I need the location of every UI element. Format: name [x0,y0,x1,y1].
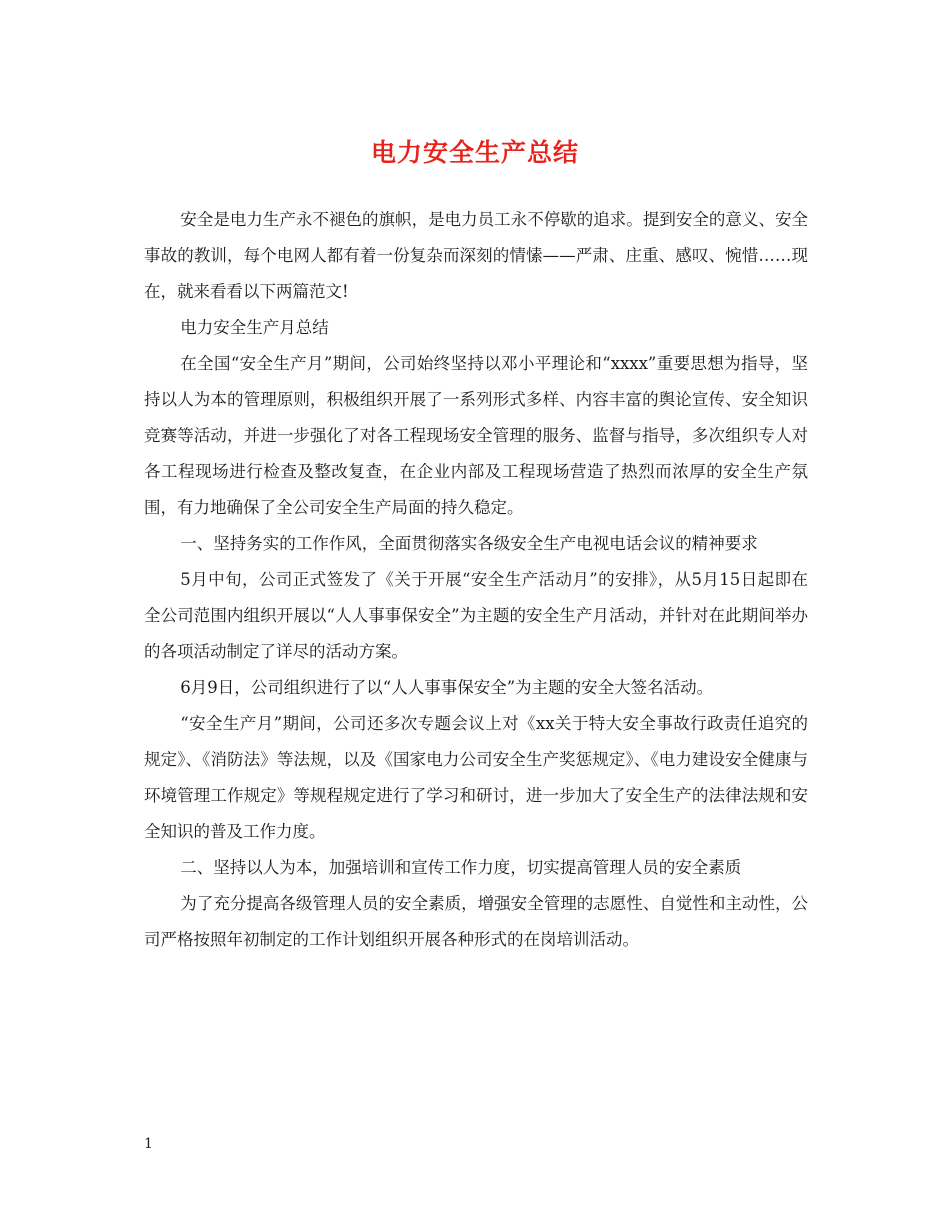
paragraph-section-2-training: 为了充分提高各级管理人员的安全素质，增强安全管理的志愿性、自觉性和主动性，公司严格按照年初制定的工作计划组织开展各种形式的在岗培训活动。 [144,894,808,949]
document-body [144,202,808,958]
paragraph-section-1-heading: 一、坚持务实的工作作风，全面贯彻落实各级安全生产电视电话会议的精神要求 [180,534,758,553]
document-title: 电力安全生产总结 [370,138,579,167]
paragraph-section-1-may: 5月中旬，公司正式签发了《关于开展“安全生产活动月”的安排》，从5月15日起即在全公司范围内组织开展以“人人事事保安全”为主题的安全生产月活动，并针对在此期间举办的各项活动制定了详尽的活动方案。 [144,570,808,661]
paragraph-intro: 安全是电力生产永不褪色的旗帜，是电力员工永不停歇的追求。提到安全的意义、安全事故的教训，每个电网人都有着一份复杂而深刻的情愫——严肃、庄重、感叹、惋惜……现在，就来看看以下两篇范文! [144,210,808,301]
paragraph-subtitle: 电力安全生产月总结 [180,318,329,337]
paragraph-section-2-heading: 二、坚持以人为本，加强培训和宣传工作力度，切实提高管理人员的安全素质 [180,858,742,877]
paragraph-section-1-regulations: “安全生产月”期间，公司还多次专题会议上对《xx关于特大安全事故行政责任追究的规定》、《消防法》等法规，以及《国家电力公司安全生产奖惩规定》、《电力建设安全健康与环境管理工作规定》等规程规定进行了学习和研讨，进一步加大了安全生产的法律法规和安全知识的普及工作力度。 [144,714,808,841]
paragraph-overview: 在全国“安全生产月”期间，公司始终坚持以邓小平理论和“xxxx”重要思想为指导，坚持以人为本的管理原则，积极组织开展了一系列形式多样、内容丰富的舆论宣传、安全知识竞赛等活动，并进一步强化了对各工程现场安全管理的服务、监督与指导，多次组织专人对各工程现场进行检查及整改复查，在企业内部及工程现场营造了热烈而浓厚的安全生产氛围，有力地确保了全公司安全生产局面的持久稳定。 [144,354,808,517]
page-number: 1 [144,1136,153,1152]
paragraph-section-1-june: 6月9日，公司组织进行了以“人人事事保安全”为主题的安全大签名活动。 [180,678,714,697]
